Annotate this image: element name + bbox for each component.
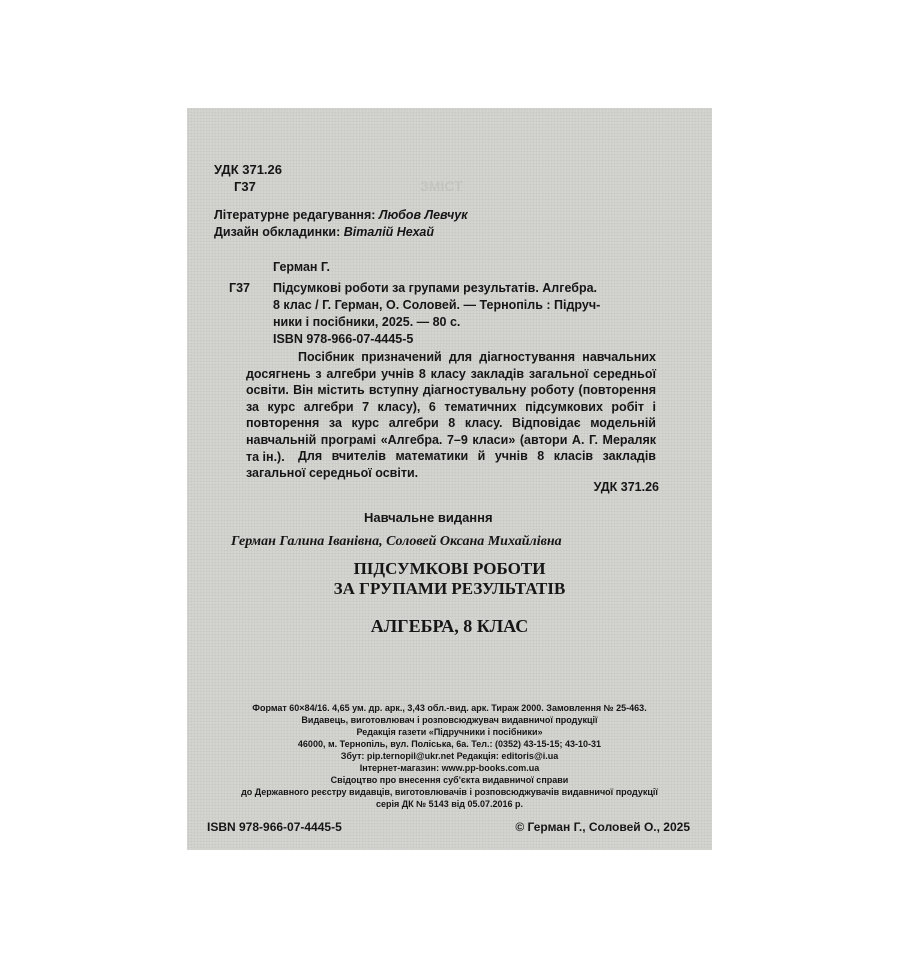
- bib-isbn: ISBN 978-966-07-4445-5: [273, 332, 414, 346]
- imprint-line: Збут: pip.ternopil@ukr.net Редакція: editoris@i.ua: [340, 751, 559, 761]
- bib-line: 8 клас / Г. Герман, О. Соловей. — Тернопіль : Підруч-: [273, 298, 601, 312]
- bib-author: Герман Г.: [273, 260, 330, 274]
- editor-name: Любов Левчук: [378, 208, 468, 222]
- bib-author-sign: Г37: [229, 281, 250, 295]
- author-sign-top: Г37: [234, 179, 256, 194]
- book-title-line-2: ЗА ГРУПАМИ РЕЗУЛЬТАТІВ: [333, 579, 566, 598]
- cover-design-label: Дизайн обкладинки:: [214, 225, 344, 239]
- imprint-page: [187, 108, 712, 850]
- isbn-bottom: ISBN 978-966-07-4445-5: [207, 820, 342, 834]
- imprint-line: 46000, м. Тернопіль, вул. Поліська, 6а. Тел.: (0352) 43-15-15; 43-10-31: [297, 739, 602, 749]
- editing-credit: [214, 208, 468, 222]
- imprint-line: Свідоцтво про внесення суб'єкта видавничої справи: [330, 775, 569, 785]
- imprint-line: Редакція газети «Підручники і посібники»: [356, 727, 543, 737]
- bleed-through-artifact: ЗМІСТ: [420, 178, 463, 194]
- designer-name: Віталій Нехай: [343, 225, 434, 239]
- book-title-line-1: ПІДСУМКОВІ РОБОТИ: [353, 559, 546, 578]
- imprint-line: до Державного реєстру видавців, виготовлювачів і розповсюджувачів видавничої продукції: [241, 787, 658, 797]
- imprint-line: Видавець, виготовлювач і розповсюджувач видавничої продукції: [301, 715, 598, 725]
- bib-line: Підсумкові роботи за групами результатів. Алгебра.: [273, 281, 598, 295]
- imprint-line: Формат 60×84/16. 4,65 ум. др. арк., 3,43 обл.-вид. арк. Тираж 2000. Замовлення № 25-463.: [252, 703, 647, 713]
- udk-code-top: УДК 371.26: [214, 162, 282, 177]
- edition-type: Навчальне видання: [364, 510, 493, 525]
- audience-paragraph: Для вчителів математики й учнів 8 класів закладів загальної середньої освіти.: [246, 449, 656, 480]
- imprint-line: Інтернет-магазин: www.pp-books.com.ua: [359, 763, 540, 773]
- abstract-paragraph: Посібник призначений для діагностування навчальних досягнень з алгебри учнів 8 класу закладів загальної середньої освіти. Він містить вступну діагностувальну роботу (повторення за курс алгебри 7 класу), 6 тематичних підсумкових робіт і повторення за курс алгебри 8 класу. Відповідає модельній навчальній програмі «Алгебра. 7–9 класи» (автори А. Г. Мераляк та ін.).: [246, 350, 656, 464]
- udk-code-bottom: УДК 371.26: [593, 480, 659, 494]
- copyright-notice: © Герман Г., Соловей О., 2025: [515, 820, 690, 834]
- editing-label: Літературне редагування:: [214, 208, 379, 222]
- authors-full-names: Герман Галина Іванівна, Соловей Оксана Михайлівна: [231, 534, 562, 549]
- bib-line: ники і посібники, 2025. — 80 с.: [273, 315, 461, 329]
- book-subject: АЛГЕБРА, 8 КЛАС: [370, 616, 529, 636]
- cover-design-credit: [214, 225, 434, 239]
- imprint-line: серія ДК № 5143 від 05.07.2016 р.: [375, 799, 523, 809]
